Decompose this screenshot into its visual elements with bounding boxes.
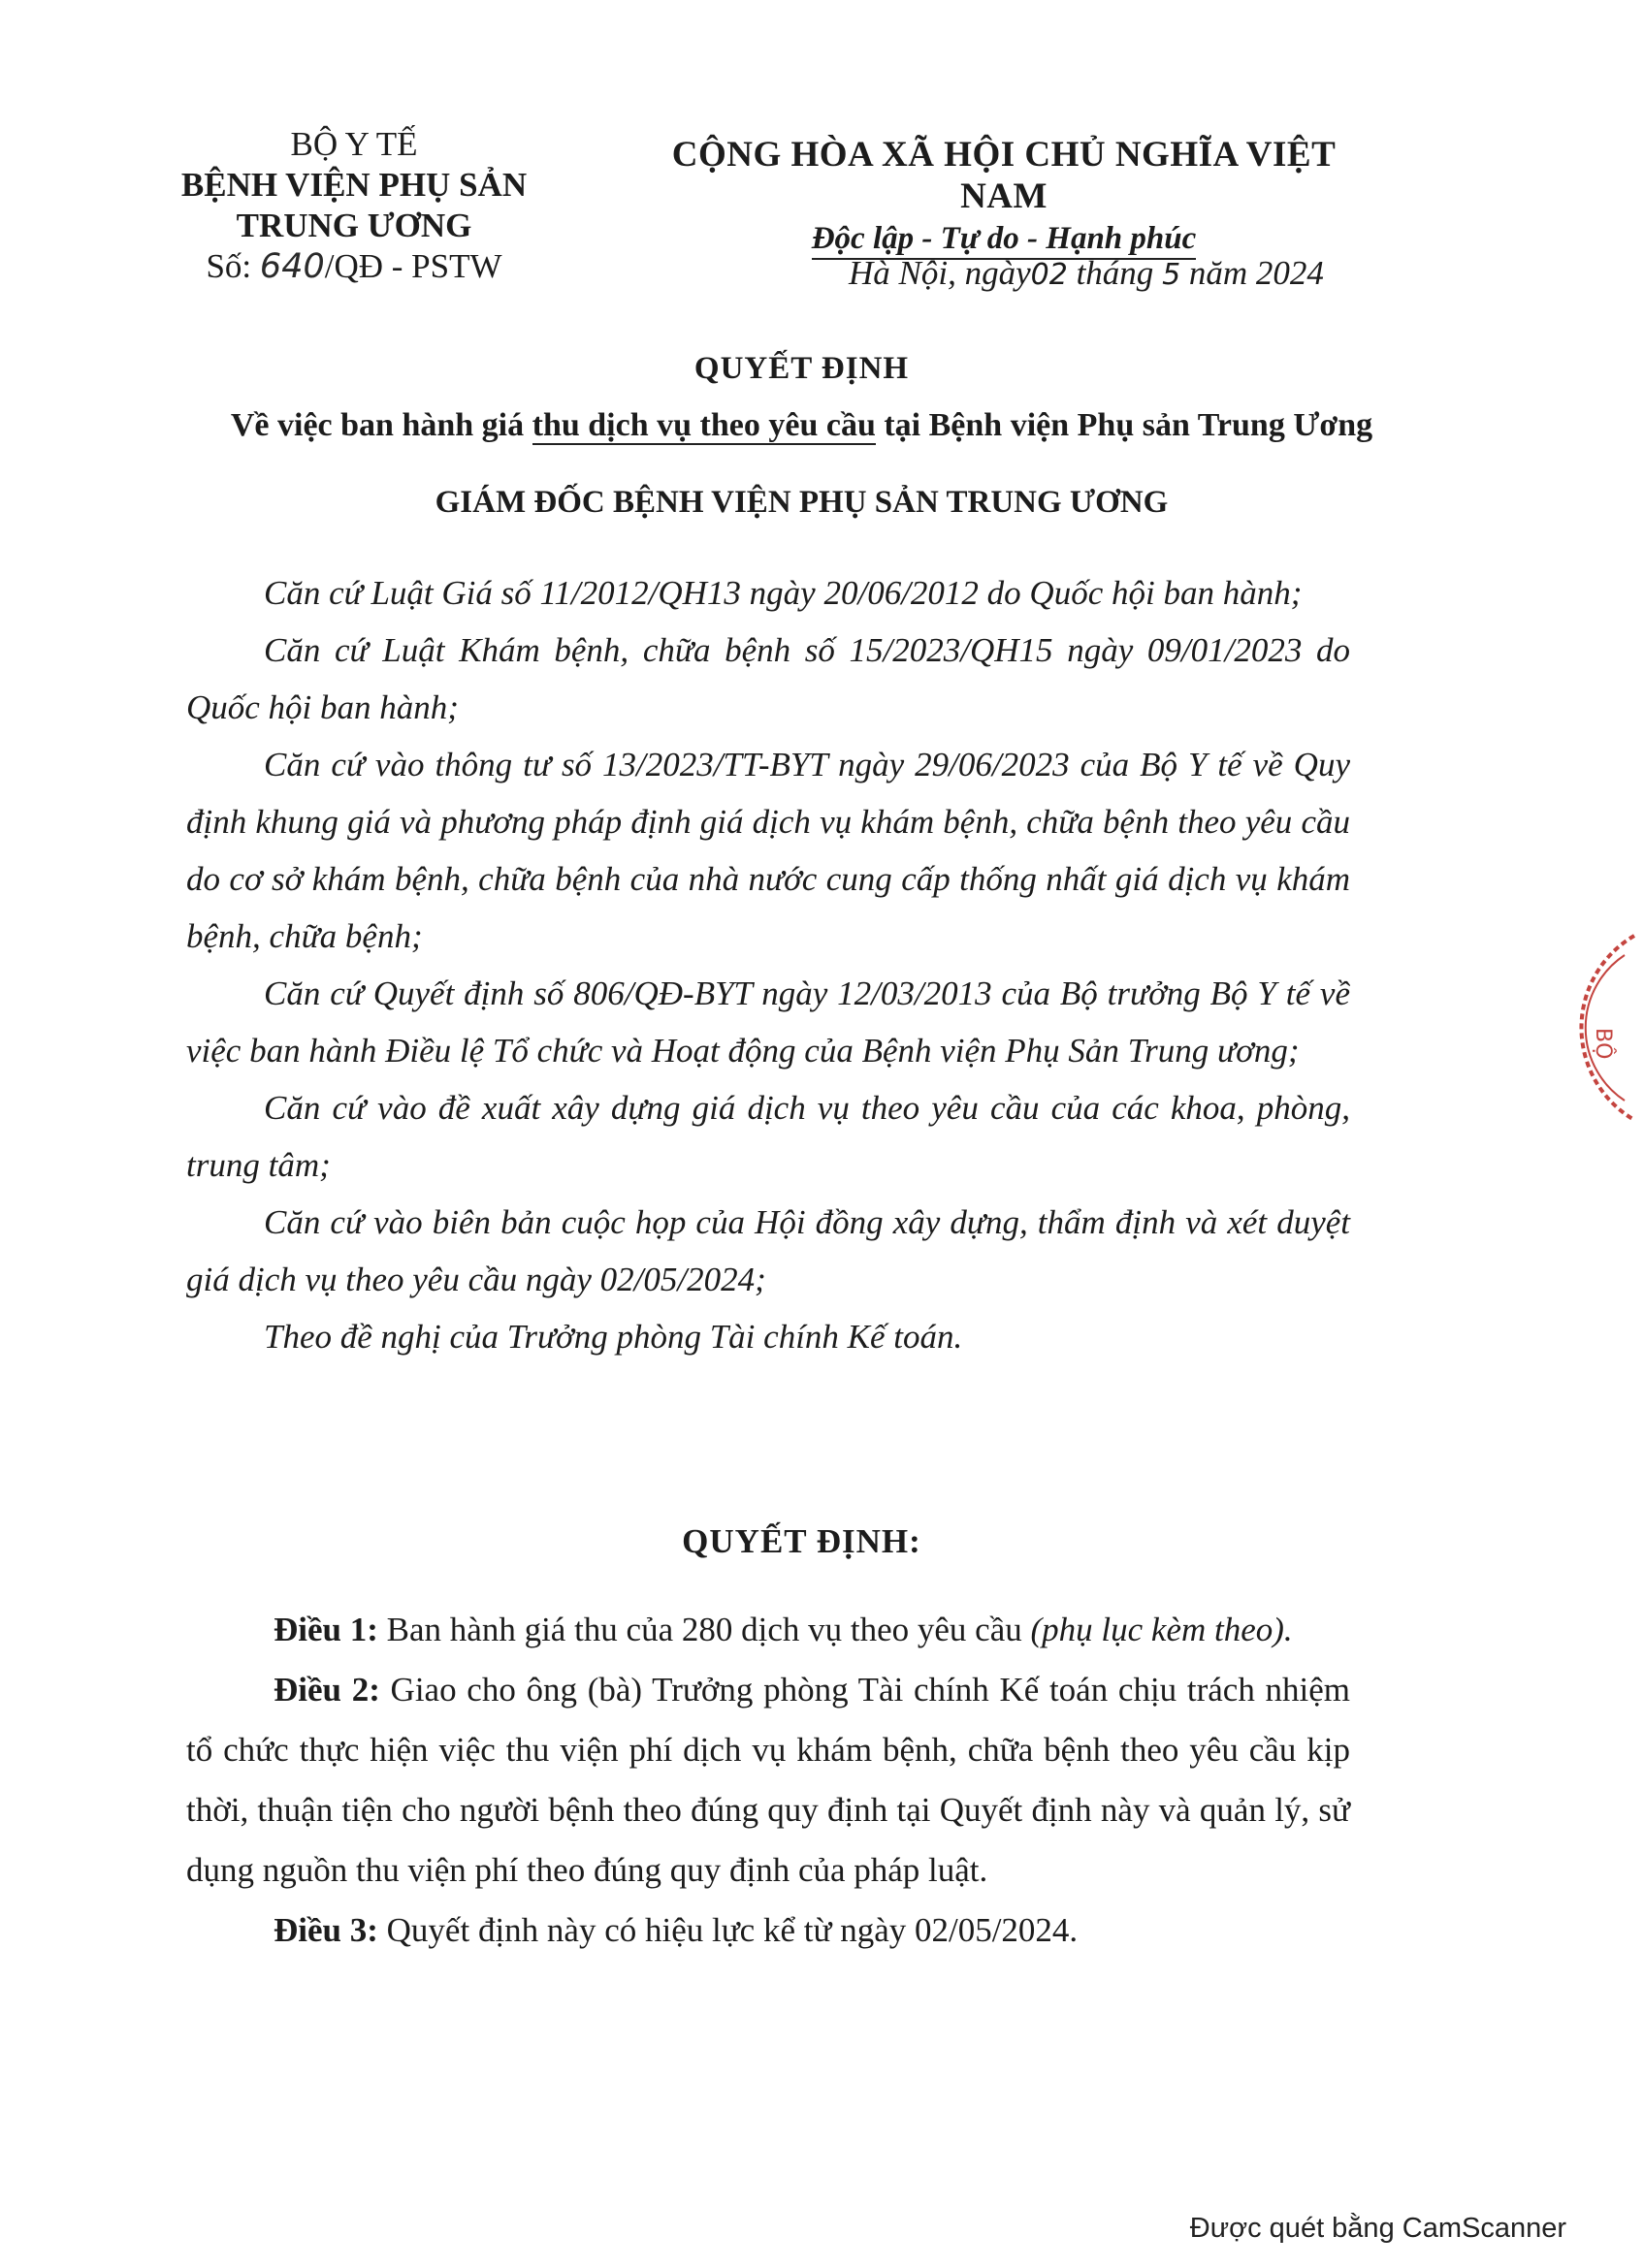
article-1 [186,1600,1350,1660]
hospital-name-line2: TRUNG ƯƠNG [236,207,472,244]
basis-item: Căn cứ Quyết định số 806/QĐ-BYT ngày 12/03/2013 của Bộ trưởng Bộ Y tế về việc ban hành Điều lệ Tổ chức và Hoạt động của Bệnh viện Phụ Sản Trung ương; [186,974,1350,1070]
basis-item: Căn cứ vào thông tư số 13/2023/TT-BYT ngày 29/06/2023 của Bộ Y tế về Quy định khung giá và phương pháp định giá dịch vụ khám bệnh, chữa bệnh theo yêu cầu do cơ sở khám bệnh, chữa bệnh của nhà nước cung cấp thống nhất giá dịch vụ khám bệnh, chữa bệnh; [186,746,1350,955]
subject-underlined: thu dịch vụ theo yêu cầu [532,407,876,443]
article-3-text: Quyết định này có hiệu lực kể từ ngày 02/05/2024. [377,1911,1079,1949]
legal-bases [186,564,1350,1365]
subject-before: Về việc ban hành giá [230,407,532,443]
national-header [635,134,1372,257]
ministry-name: BỘ Y TẾ [290,125,418,163]
director-heading: GIÁM ĐỐC BỆNH VIỆN PHỤ SẢN TRUNG ƯƠNG [435,485,1169,520]
basis-item: Căn cứ Luật Khám bệnh, chữa bệnh số 15/2023/QH15 ngày 09/01/2023 do Quốc hội ban hành; [186,631,1350,726]
article-1-note: (phụ lục kèm theo). [1030,1611,1293,1648]
basis-item: Căn cứ Luật Giá số 11/2012/QH13 ngày 20/06/2012 do Quốc hội ban hành; [264,574,1303,612]
document-title: QUYẾT ĐỊNH [693,351,910,386]
number-suffix: /QĐ - PSTW [324,247,502,285]
article-2-label: Điều 2: [274,1671,380,1709]
issuer-block [126,124,582,287]
date-mid: tháng [1067,254,1163,292]
article-3-label: Điều 3: [274,1911,378,1949]
article-2 [186,1660,1350,1901]
date-suffix: năm 2024 [1180,254,1324,292]
subject-after: tại Bệnh viện Phụ sản Trung Ương [875,407,1373,443]
article-3 [186,1901,1350,1961]
scanner-footer: Được quét bằng CamScanner [1189,2213,1566,2244]
hospital-name-line1: BỆNH VIỆN PHỤ SẢN [180,166,528,204]
date-month: 5 [1162,258,1181,292]
place-date [849,254,1324,293]
date-prefix: Hà Nội, ngày [849,254,1031,292]
number-prefix: Số: [206,247,260,285]
motto [635,221,1372,257]
article-1-label: Điều 1: [274,1611,378,1648]
article-2-text: Giao cho ông (bà) Trưởng phòng Tài chính Kế toán chịu trách nhiệm tổ chức thực hiện việc thu viện phí dịch vụ khám bệnh, chữa bệnh theo yêu cầu kịp thời, thuận tiện cho người bệnh theo đúng quy định tại Quyết định này và quản lý, sử dụng nguồn thu viện phí theo đúng quy định của pháp luật. [186,1671,1351,1889]
nation-name: CỘNG HÒA XÃ HỘI CHỦ NGHĨA VIỆT NAM [671,135,1337,216]
basis-item: Căn cứ vào biên bản cuộc họp của Hội đồng xây dựng, thẩm định và xét duyệt giá dịch vụ theo yêu cầu ngày 02/05/2024; [186,1203,1350,1298]
document-number [126,246,582,287]
document-subject [145,407,1458,444]
stamp-seal [1489,926,1644,1130]
articles [186,1600,1350,1961]
article-1-text: Ban hành giá thu của 280 dịch vụ theo yêu cầu [377,1611,1031,1648]
motto-text: Độc lập - Tự do - Hạnh phúc [812,221,1197,260]
number-handwritten: 640 [259,247,325,286]
date-day: 02 [1030,258,1068,292]
basis-item: Căn cứ vào đề xuất xây dựng giá dịch vụ theo yêu cầu của các khoa, phòng, trung tâm; [186,1089,1350,1184]
basis-item: Theo đề nghị của Trưởng phòng Tài chính Kế toán. [264,1318,963,1356]
stamp-text: BỘ [1591,1028,1615,1060]
decision-heading: QUYẾT ĐỊNH: [682,1522,921,1560]
